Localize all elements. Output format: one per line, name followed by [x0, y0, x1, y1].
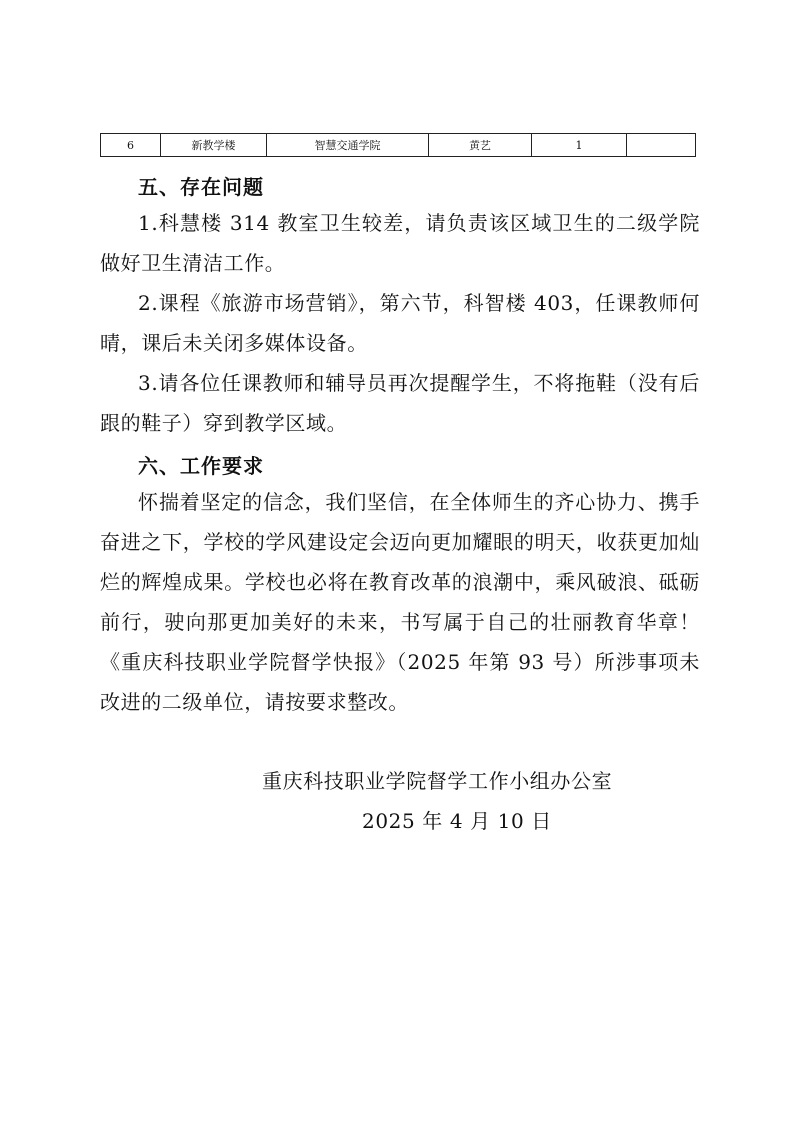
table-row	[101, 134, 696, 157]
section-heading-issues: 五、存在问题	[138, 175, 264, 199]
table-cell-college: 智慧交通学院	[267, 134, 429, 157]
inspection-table-fragment	[100, 133, 696, 157]
table-cell-index: 6	[101, 134, 161, 157]
section-heading-requirements: 六、工作要求	[138, 454, 264, 478]
table-cell-building: 新教学楼	[161, 134, 267, 157]
table-cell-count: 1	[532, 134, 627, 157]
signature-date: 2025 年 4 月 10 日	[362, 809, 552, 833]
table-cell-person: 黄艺	[429, 134, 532, 157]
requirements-paragraph: 怀揣着坚定的信念，我们坚信，在全体师生的齐心协力、携手奋进之下，学校的学风建设定会迈向更加耀眼的明天，收获更加灿烂的辉煌成果。学校也必将在教育改革的浪潮中，乘风破浪、砥砺前行，驶向那更加美好的未来，书写属于自己的壮丽教育华章！《重庆科技职业学院督学快报》（2025 年第 93 号）所涉事项未改进的二级单位，请按要求整改。	[100, 490, 700, 714]
issue-item-3: 3.请各位任课教师和辅导员再次提醒学生，不将拖鞋（没有后跟的鞋子）穿到教学区域。	[100, 371, 700, 435]
issue-item-1: 1.科慧楼 314 教室卫生较差，请负责该区域卫生的二级学院做好卫生清洁工作。	[100, 211, 700, 275]
signature-organization: 重庆科技职业学院督学工作小组办公室	[262, 769, 613, 793]
issue-item-2: 2.课程《旅游市场营销》，第六节，科智楼 403，任课教师何晴，课后未关闭多媒体设备。	[100, 291, 700, 355]
table-cell-blank	[627, 134, 696, 157]
